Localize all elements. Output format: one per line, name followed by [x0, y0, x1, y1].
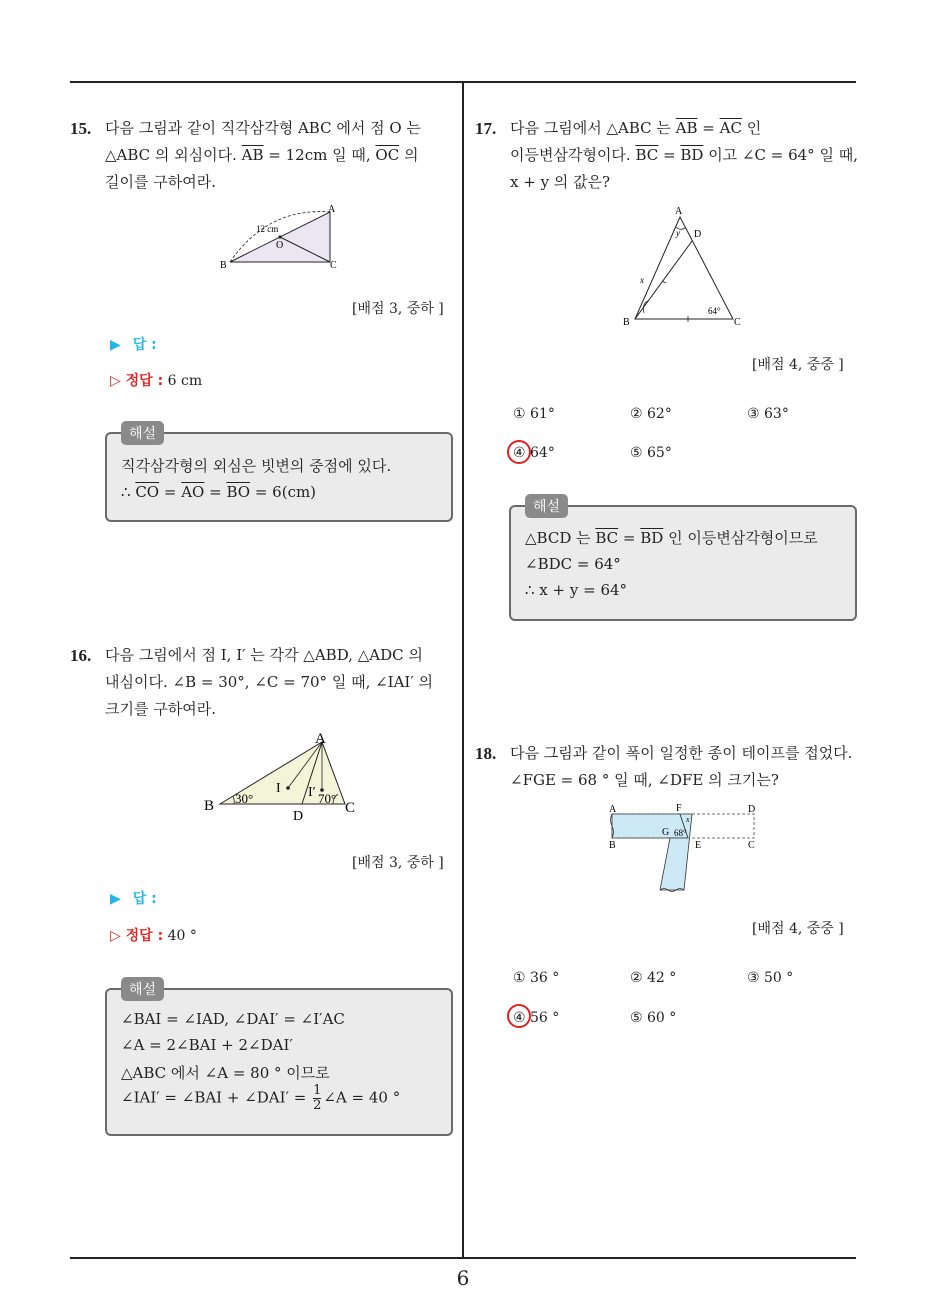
question-text: ∠FGE = 68 ° 일 때, ∠DFE 의 크기는?	[510, 771, 779, 789]
solution-line: ∠BAI = ∠IAD, ∠DAI′ = ∠I′AC	[121, 1010, 345, 1028]
question-text: △ABC 의 외심이다. $\overline{AB} = 12cm$ 일 때, $\overline{OC}$ 의	[105, 146, 419, 164]
point-D-label: D	[293, 809, 304, 824]
question-text: 다음 그림에서 점 I, I′ 는 각각 △ABD, △ADC 의	[105, 646, 423, 664]
correct-choice-circle-icon	[507, 1004, 531, 1028]
answer-label: ▶ 답 :	[110, 337, 157, 353]
score-label: [배점 3, 중하 ]	[352, 855, 444, 871]
point-B-label: B	[609, 840, 616, 851]
point-F-label: F	[676, 803, 682, 814]
correct-choice-circle-icon	[507, 440, 531, 464]
choice-2[interactable]: ② 62°	[630, 406, 672, 422]
solution-box	[509, 499, 857, 621]
angle-x-label: x	[640, 275, 644, 285]
vertex-B-label: B	[623, 317, 630, 328]
choice-3[interactable]: ③ 63°	[747, 406, 789, 422]
score-label: [배점 4, 중중 ]	[752, 921, 844, 937]
choice-1[interactable]: ① 61°	[513, 406, 555, 422]
choice-5[interactable]: ⑤ 65°	[630, 445, 672, 461]
answer-label: ▶ 답 :	[110, 891, 157, 907]
angle-C-label: 70°	[318, 791, 337, 806]
point-D-label: D	[748, 804, 756, 815]
column-divider	[462, 83, 464, 1258]
choice-2[interactable]: ② 42 °	[630, 970, 677, 986]
solution-box	[105, 426, 453, 522]
score-label: [배점 4, 중중 ]	[752, 357, 844, 373]
triangle-outline-icon: ▷	[110, 928, 126, 944]
question-text: 길이를 구하여라.	[105, 173, 216, 191]
solution-box	[105, 982, 453, 1136]
play-icon: ▶	[110, 891, 121, 907]
solution-line: △BCD 는 $\overline{BC} = \overline{BD}$ 인 이등변삼각형이므로	[525, 529, 818, 547]
question-text: 이등변삼각형이다. $\overline{BC} = \overline{BD}$ 이고 ∠C = 64° 일 때,	[510, 146, 858, 164]
question-text: x + y 의 값은?	[510, 173, 611, 191]
vertex-C-label: C	[345, 800, 356, 816]
vertex-A-label: A	[315, 731, 326, 747]
score-label: [배점 3, 중하 ]	[352, 301, 444, 317]
question-number: 17.	[475, 119, 497, 138]
angle-x-label: x	[686, 815, 690, 824]
question-text: 다음 그림에서 △ABC 는 $\overline{AB} = \overline{AC}$ 인	[510, 119, 762, 137]
question-text: 다음 그림과 같이 폭이 일정한 종이 테이프를 접었다.	[510, 744, 853, 762]
length-label: 12 cm	[256, 224, 279, 234]
point-O-label: O	[276, 240, 284, 251]
question-15	[70, 115, 460, 196]
figure-folded-tape	[600, 800, 770, 895]
choice-3[interactable]: ③ 50 °	[747, 970, 794, 986]
solution-line: ∴ x + y = 64°	[525, 581, 628, 599]
correct-answer: ▷ 정답 : 6 cm	[110, 373, 203, 389]
question-17	[475, 115, 860, 196]
vertex-B-label: B	[220, 260, 227, 271]
question-text: 크기를 구하여라.	[105, 700, 216, 718]
choice-4[interactable]: ④ 56 °	[513, 1010, 560, 1026]
choice-1[interactable]: ① 36 °	[513, 970, 560, 986]
point-E-label: E	[695, 840, 702, 851]
angle-C-label: 64°	[708, 306, 721, 316]
question-18	[475, 740, 865, 794]
vertex-A-label: A	[675, 206, 683, 217]
solution-tag: 해설	[121, 421, 164, 445]
page-number: 6	[456, 1266, 470, 1290]
question-number: 16.	[70, 646, 92, 665]
point-G-label: G	[662, 827, 670, 838]
triangle-outline-icon: ▷	[110, 373, 126, 389]
question-text: 내심이다. ∠B = 30°, ∠C = 70° 일 때, ∠IAI′ 의	[105, 673, 434, 691]
question-number: 18.	[475, 744, 497, 763]
figure-isosceles-triangle	[620, 203, 750, 328]
solution-line: ∠A = 2∠BAI + 2∠DAI′	[121, 1036, 293, 1054]
vertex-B-label: B	[204, 798, 215, 814]
point-C-label: C	[748, 840, 755, 851]
solution-tag: 해설	[121, 977, 164, 1001]
point-D-label: D	[694, 229, 702, 240]
figure-incenter-triangle	[200, 728, 370, 828]
solution-line: ∠IAI′ = ∠BAI + ∠DAI′ = $\frac{1}{2}$ ∠A = 40 °	[121, 1083, 401, 1113]
figure-right-triangle	[218, 202, 348, 272]
point-I-prime-label: I′	[308, 785, 316, 800]
correct-answer: ▷ 정답 : 40 °	[110, 928, 197, 944]
question-16	[70, 642, 460, 723]
angle-y-label: y	[676, 228, 680, 238]
vertex-A-label: A	[328, 204, 336, 215]
angle-68-label: 68°	[674, 828, 687, 838]
solution-line: ∴ $\overline{CO} = \overline{AO} = \overline{BO} = 6(cm)$	[121, 483, 317, 501]
point-I-label: I	[276, 781, 281, 796]
solution-line: ∠BDC = 64°	[525, 555, 621, 573]
angle-B-label: 30°	[235, 791, 254, 806]
question-text: 다음 그림과 같이 직각삼각형 ABC 에서 점 O 는	[105, 119, 421, 137]
choice-4[interactable]: ④ 64°	[513, 445, 555, 461]
question-number: 15.	[70, 119, 92, 138]
solution-line: △ABC 에서 ∠A = 80 ° 이므로	[121, 1064, 330, 1082]
solution-line: 직각삼각형의 외심은 빗변의 중점에 있다.	[121, 457, 392, 475]
choice-5[interactable]: ⑤ 60 °	[630, 1010, 677, 1026]
bottom-rule	[70, 1257, 856, 1259]
vertex-C-label: C	[734, 317, 741, 328]
play-icon: ▶	[110, 337, 121, 353]
solution-tag: 해설	[525, 494, 568, 518]
vertex-C-label: C	[330, 260, 337, 271]
point-A-label: A	[609, 804, 617, 815]
